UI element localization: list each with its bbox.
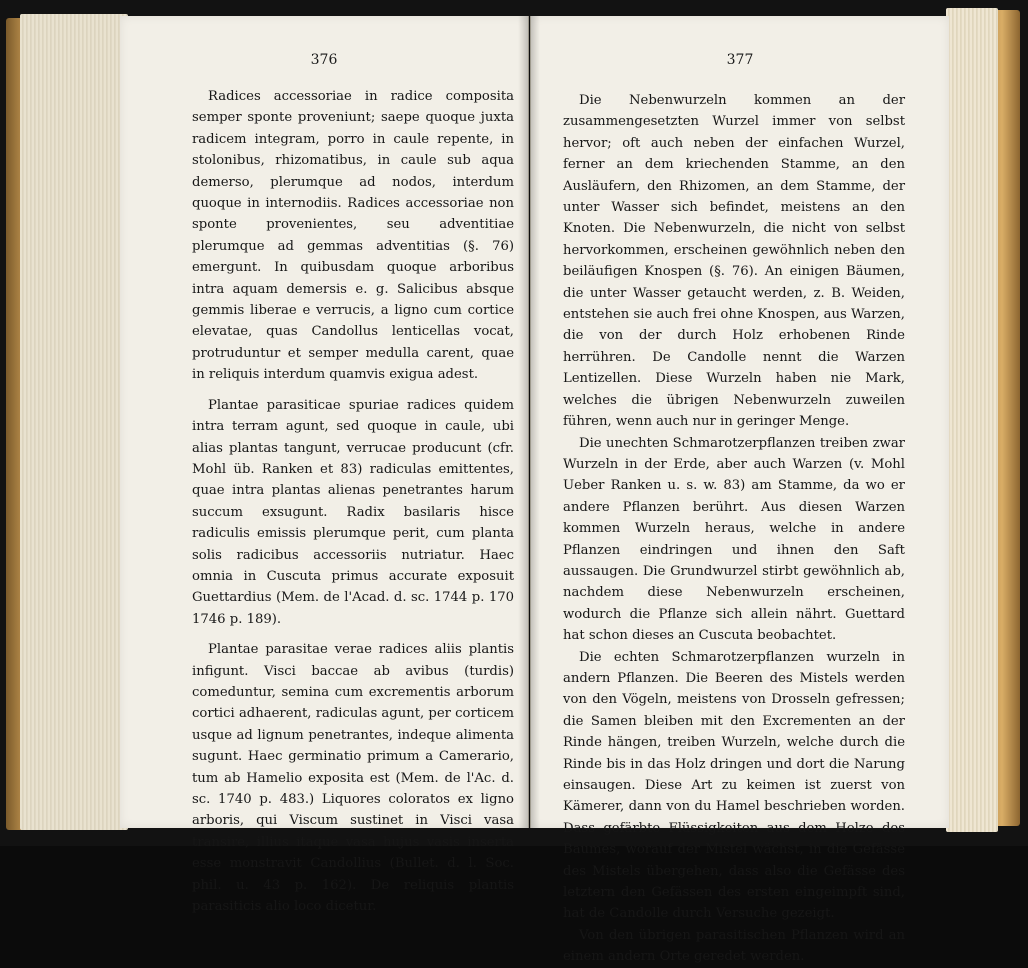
page-edges-right: [946, 8, 998, 832]
right-page-number: 377: [726, 52, 754, 68]
right-paragraph-1: Die Nebenwurzeln kommen an der zusammengesetzten Wurzel immer von selbst hervor; oft auch neben der einfachen Wurzel, ferner an dem kriechenden Stamme, an den Ausläufern, den Rhizomen, an dem Stamme, der unter Wasser sich befindet, meistens an den Knoten. Die Nebenwurzeln, die nicht von selbst hervorkommen, erscheinen gewöhnlich neben den beiläufigen Knospen (§. 76). An einigen Bäumen, die unter Wasser getaucht werden, z. B. Weiden, entstehen sie auch frei ohne Knospen, aus Warzen, die von der durch Holz erhobenen Rinde herrühren. De Candolle nennt die Warzen Lentizellen. Diese Wurzeln haben nie Mark, welches die übrigen Nebenwurzeln zuweilen führen, wenn auch nur in geringer Menge.: [563, 93, 905, 430]
left-paragraph-3: Plantae parasitae verae radices aliis plantis infigunt. Visci baccae ab avibus (turdis) comeduntur, semina cum excrementis arborum cortici adhaerent, radiculas agunt, per corticem usque ad lignum penetrantes, indeque alimenta sugunt. Haec germinatio primum a Camerario, tum ab Hamelio exposita est (Mem. de l'Ac. d. sc. 1740 p. 483.) Liquores coloratos ex ligno arboris, qui Viscum sustinet in Visci vasa transire, illius itaque vasa hujus vasis inserta esse monstravit Candollius (Bullet. d. l. Soc. phil. u. 43 p. 162). De reliquis plantis parasiticis alio loco dicetur.: [192, 642, 514, 915]
right-page: [530, 16, 949, 965]
right-paragraph-4: Von den übrigen parasitischen Pflanzen wird an einem andern Orte geredet werden.: [563, 927, 905, 965]
left-page-text: [192, 86, 514, 917]
left-page-number: 376: [310, 52, 338, 68]
page-edges-left: [20, 14, 128, 830]
right-page-text: [563, 90, 905, 968]
left-page: [120, 16, 529, 915]
left-paragraph-2: Plantae parasiticae spuriae radices quidem intra terram agunt, sed quoque in caule, ubi alias plantas tangunt, verrucae producunt (cfr. Mohl üb. Ranken et 83) radiculas emittentes, quae intra plantas alienas penetrantes harum succum exsugunt. Radix basilaris hisce radiculis emissis plerumque perit, cum planta solis radicibus accessoriis nutriatur. Haec omnia in Cuscuta primus accurate exposuit Guettardius (Mem. de l'Acad. d. sc. 1744 p. 170 1746 p. 189).: [192, 397, 514, 627]
left-paragraph-1: Radices accessoriae in radice composita semper sponte proveniunt; saepe quoque juxta radicem integram, porro in caule repente, in stolonibus, rhizomatibus, in caule sub aqua demerso, plerumque ad nodos, interdum quoque in internodiis. Radices accessoriae non sponte provenientes, seu adventitiae plerumque ad gemmas adventitias (§. 76) emergunt. In quibusdam quoque arboribus intra aquam demersis e. g. Salicibus absque gemmis liberae e verrucis, a ligno cum cortice elevatae, quas Candollus lenticellas vocat, protruduntur et semper medulla carent, quae in reliquis interdum quamvis exigua adest.: [192, 89, 514, 383]
right-paragraph-2: Die unechten Schmarotzerpflanzen treiben zwar Wurzeln in der Erde, aber auch Warzen (v. Mohl Ueber Ranken u. s. w. 83) am Stamme, da wo er andere Pflanzen berührt. Aus diesen Warzen kommen Wurzeln heraus, welche in andere Pflanzen eindringen und ihnen den Saft aussaugen. Die Grundwurzel stirbt gewöhnlich ab, nachdem diese Nebenwurzeln erscheinen, wodurch die Pflanze sich allein nährt. Guettard hat schon dieses an Cuscuta beobachtet.: [563, 435, 905, 644]
right-paragraph-3: Die echten Schmarotzerpflanzen wurzeln in andern Pflanzen. Die Beeren des Mistels werden von den Vögeln, meistens von Drosseln gefressen; die Samen bleiben mit den Excrementen an der Rinde hängen, treiben Wurzeln, welche durch die Rinde bis in das Holz dringen und dort die Narung einsaugen. Diese Art zu keimen ist zuerst von Kämerer, dann von du Hamel beschrieben worden. Dass gefärbte Flüssigkeiten aus dem Holze des Baumes, worauf der Mistel wächst, in die Gefässe des Mistels übergehen, dass also die Gefässe des letztern den Gefässen des ersten eingeimpft sind, hat de Candolle durch Versuche gezeigt.: [563, 649, 905, 922]
